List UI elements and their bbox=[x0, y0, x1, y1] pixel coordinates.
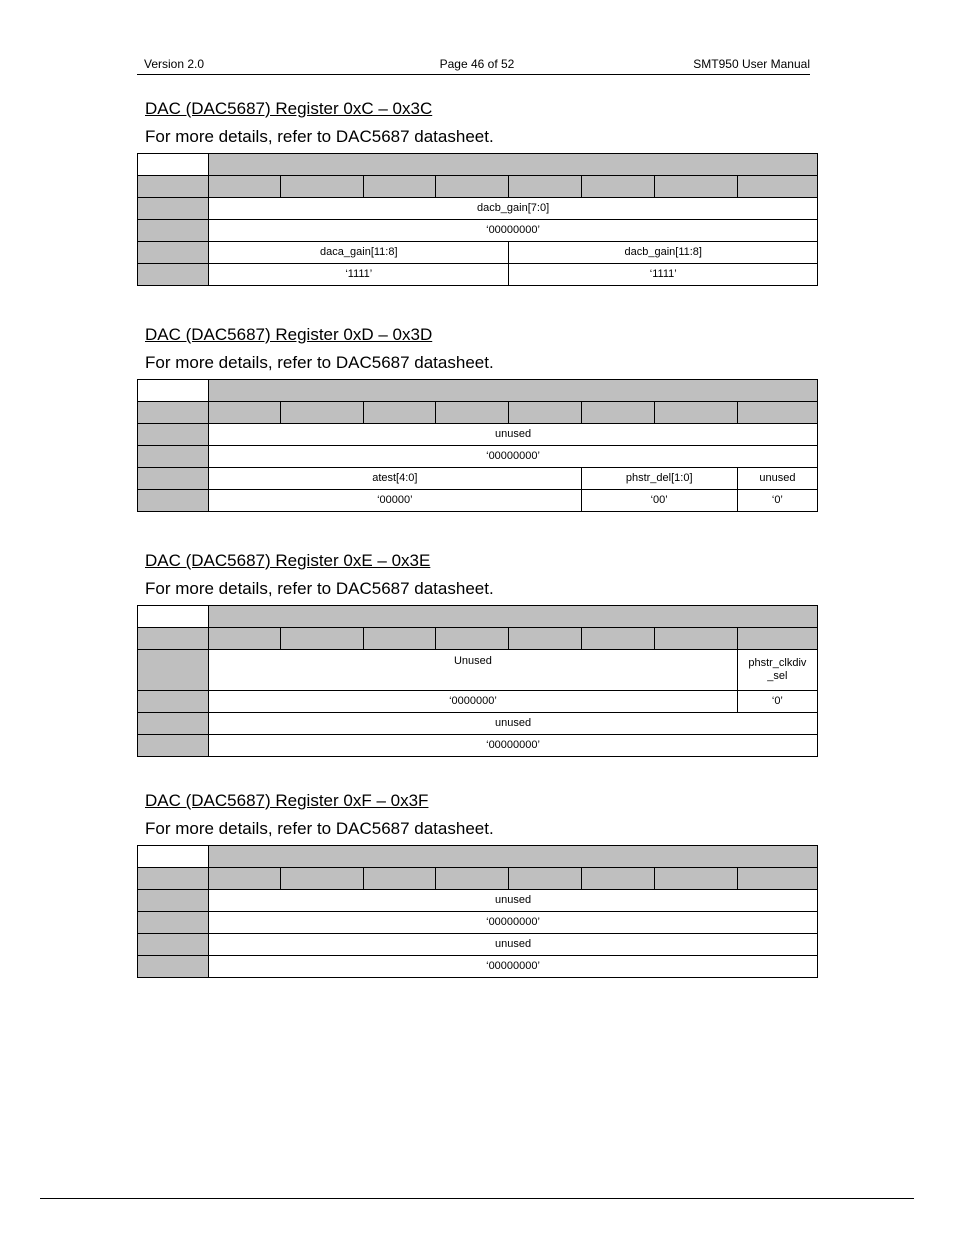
field-name-line: phstr_clkdiv bbox=[748, 657, 807, 669]
row-label-cell bbox=[138, 446, 209, 468]
bit-header-row bbox=[138, 402, 818, 424]
table-row bbox=[138, 956, 818, 978]
bit-cell bbox=[509, 176, 581, 198]
table-row bbox=[138, 735, 818, 757]
row-label-cell bbox=[138, 735, 209, 757]
table-header-row bbox=[138, 846, 818, 868]
bit-cell bbox=[654, 176, 737, 198]
header-divider bbox=[137, 74, 810, 75]
bit-cell bbox=[737, 402, 817, 424]
table-row bbox=[138, 934, 818, 956]
field-default-cell: ‘0’ bbox=[737, 691, 817, 713]
field-name-cell: daca_gain[11:8] bbox=[209, 242, 509, 264]
bit-cell bbox=[209, 868, 281, 890]
section-title: DAC (DAC5687) Register 0xC – 0x3C bbox=[145, 99, 433, 118]
field-default-cell: ‘00000000’ bbox=[209, 735, 818, 757]
bit-header-row bbox=[138, 868, 818, 890]
section-description: For more details, refer to DAC5687 datasheet. bbox=[145, 819, 494, 838]
row-label-cell bbox=[138, 176, 209, 198]
row-label-cell bbox=[138, 650, 209, 691]
field-default-cell: ‘00000000’ bbox=[209, 220, 818, 242]
bit-cell bbox=[281, 176, 364, 198]
field-name-cell: unused bbox=[209, 424, 818, 446]
header-manual-title: SMT950 User Manual bbox=[693, 57, 810, 71]
bit-cell bbox=[581, 176, 654, 198]
row-label-cell bbox=[138, 242, 209, 264]
field-name-cell: dacb_gain[11:8] bbox=[509, 242, 818, 264]
bit-cell bbox=[581, 628, 654, 650]
bit-header-row bbox=[138, 628, 818, 650]
field-name-cell: dacb_gain[7:0] bbox=[209, 198, 818, 220]
header-corner-cell bbox=[138, 380, 209, 402]
bit-cell bbox=[436, 868, 509, 890]
row-label-cell bbox=[138, 198, 209, 220]
row-label-cell bbox=[138, 402, 209, 424]
table-row bbox=[138, 468, 818, 490]
bit-cell bbox=[209, 628, 281, 650]
table-header-row bbox=[138, 380, 818, 402]
header-page-number: Page 46 of 52 bbox=[439, 57, 515, 71]
register-table bbox=[137, 845, 818, 978]
bit-cell bbox=[364, 628, 436, 650]
row-label-cell bbox=[138, 490, 209, 512]
bit-header-row bbox=[138, 176, 818, 198]
row-label-cell bbox=[138, 912, 209, 934]
field-name-cell bbox=[737, 650, 817, 691]
bit-cell bbox=[509, 628, 581, 650]
section-title: DAC (DAC5687) Register 0xF – 0x3F bbox=[145, 791, 429, 810]
row-label-cell bbox=[138, 691, 209, 713]
bit-cell bbox=[737, 176, 817, 198]
field-default-cell: ‘00000000’ bbox=[209, 446, 818, 468]
header-corner-cell bbox=[138, 846, 209, 868]
table-row bbox=[138, 220, 818, 242]
row-label-cell bbox=[138, 424, 209, 446]
field-name-line: _sel bbox=[767, 670, 788, 682]
header-corner-cell bbox=[138, 154, 209, 176]
bit-cell bbox=[436, 628, 509, 650]
field-default-cell: ‘00000000’ bbox=[209, 912, 818, 934]
bit-cell bbox=[737, 628, 817, 650]
field-name-cell: unused bbox=[209, 890, 818, 912]
field-name-cell: unused bbox=[209, 713, 818, 735]
table-row bbox=[138, 650, 818, 691]
row-label-cell bbox=[138, 956, 209, 978]
bit-cell bbox=[281, 402, 364, 424]
header-bar-cell bbox=[209, 606, 818, 628]
table-header-row bbox=[138, 154, 818, 176]
row-label-cell bbox=[138, 934, 209, 956]
bit-cell bbox=[654, 402, 737, 424]
field-name-cell: atest[4:0] bbox=[209, 468, 581, 490]
register-section-0xf bbox=[137, 791, 818, 978]
register-table bbox=[137, 379, 818, 512]
bit-cell bbox=[436, 402, 509, 424]
footer-divider bbox=[40, 1198, 914, 1199]
table-row bbox=[138, 691, 818, 713]
register-section-0xe bbox=[137, 551, 818, 757]
section-title: DAC (DAC5687) Register 0xD – 0x3D bbox=[145, 325, 433, 344]
field-name-cell: Unused bbox=[209, 650, 738, 691]
table-row bbox=[138, 890, 818, 912]
bit-cell bbox=[364, 868, 436, 890]
header-bar-cell bbox=[209, 154, 818, 176]
row-label-cell bbox=[138, 628, 209, 650]
register-section-0xd bbox=[137, 325, 818, 512]
bit-cell bbox=[281, 628, 364, 650]
bit-cell bbox=[654, 868, 737, 890]
bit-cell bbox=[654, 628, 737, 650]
row-label-cell bbox=[138, 890, 209, 912]
section-description: For more details, refer to DAC5687 datasheet. bbox=[145, 579, 494, 598]
field-name-cell: unused bbox=[737, 468, 817, 490]
bit-cell bbox=[281, 868, 364, 890]
bit-cell bbox=[737, 868, 817, 890]
table-row bbox=[138, 242, 818, 264]
register-section-0xc bbox=[137, 99, 818, 286]
bit-cell bbox=[436, 176, 509, 198]
field-default-cell: ‘00000000’ bbox=[209, 956, 818, 978]
bit-cell bbox=[209, 402, 281, 424]
field-default-cell: ‘0’ bbox=[737, 490, 817, 512]
register-table bbox=[137, 153, 818, 286]
table-row bbox=[138, 198, 818, 220]
bit-cell bbox=[509, 868, 581, 890]
table-row bbox=[138, 264, 818, 286]
row-label-cell bbox=[138, 220, 209, 242]
field-name-cell: unused bbox=[209, 934, 818, 956]
field-default-cell: ‘00’ bbox=[581, 490, 737, 512]
bit-cell bbox=[581, 402, 654, 424]
bit-cell bbox=[209, 176, 281, 198]
section-description: For more details, refer to DAC5687 datasheet. bbox=[145, 353, 494, 372]
header-corner-cell bbox=[138, 606, 209, 628]
section-description: For more details, refer to DAC5687 datasheet. bbox=[145, 127, 494, 146]
row-label-cell bbox=[138, 868, 209, 890]
table-header-row bbox=[138, 606, 818, 628]
table-row bbox=[138, 490, 818, 512]
bit-cell bbox=[581, 868, 654, 890]
field-default-cell: ‘00000’ bbox=[209, 490, 581, 512]
field-default-cell: ‘0000000’ bbox=[209, 691, 738, 713]
register-table bbox=[137, 605, 818, 757]
field-name-cell: phstr_del[1:0] bbox=[581, 468, 737, 490]
row-label-cell bbox=[138, 264, 209, 286]
row-label-cell bbox=[138, 468, 209, 490]
field-default-cell: ‘1111’ bbox=[209, 264, 509, 286]
field-default-cell: ‘1111’ bbox=[509, 264, 818, 286]
section-title: DAC (DAC5687) Register 0xE – 0x3E bbox=[145, 551, 431, 570]
table-row bbox=[138, 713, 818, 735]
bit-cell bbox=[364, 176, 436, 198]
table-row bbox=[138, 424, 818, 446]
bit-cell bbox=[509, 402, 581, 424]
header-bar-cell bbox=[209, 380, 818, 402]
header-version: Version 2.0 bbox=[144, 57, 205, 71]
table-row bbox=[138, 912, 818, 934]
bit-cell bbox=[364, 402, 436, 424]
row-label-cell bbox=[138, 713, 209, 735]
header-bar-cell bbox=[209, 846, 818, 868]
table-row bbox=[138, 446, 818, 468]
